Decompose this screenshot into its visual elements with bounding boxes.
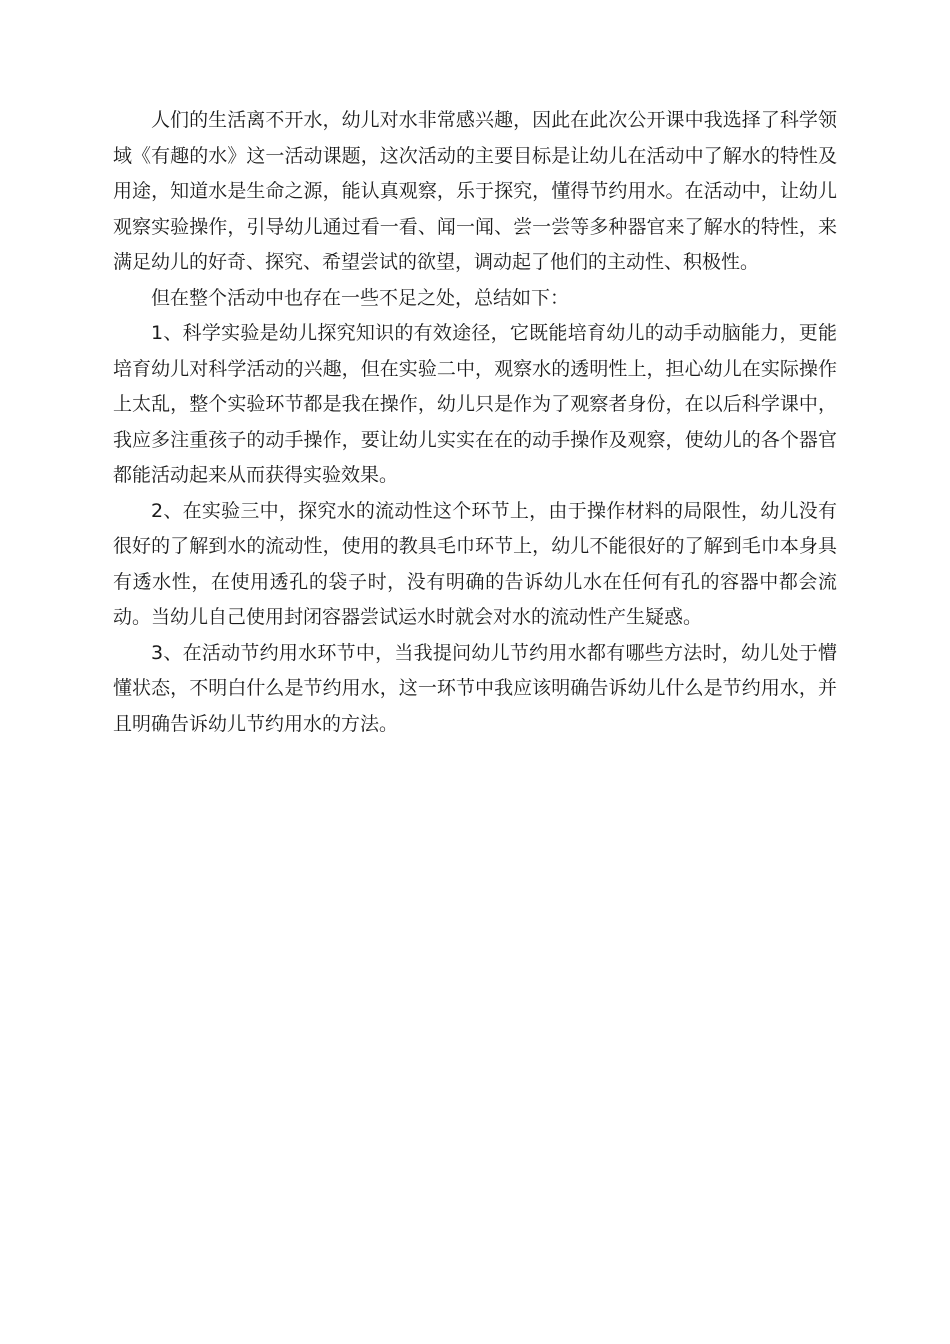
paragraph-point-1: 1、科学实验是幼儿探究知识的有效途径，它既能培育幼儿的动手动脑能力，更能培育幼儿对科学活动的兴趣，但在实验二中，观察水的透明性上，担心幼儿在实际操作上太乱，整个实验环节都是我在操作，幼儿只是作为了观察者身份，在以后科学课中，我应多注重孩子的动手操作，要让幼儿实实在在的动手操作及观察，使幼儿的各个器官都能活动起来从而获得实验效果。	[113, 322, 837, 486]
document-body	[113, 103, 837, 742]
paragraph-point-2: 2、在实验三中，探究水的流动性这个环节上，由于操作材料的局限性，幼儿没有很好的了解到水的流动性，使用的教具毛巾环节上，幼儿不能很好的了解到毛巾本身具有透水性，在使用透孔的袋子时，没有明确的告诉幼儿水在任何有孔的容器中都会流动。当幼儿自己使用封闭容器尝试运水时就会对水的流动性产生疑惑。	[113, 499, 837, 628]
paragraph-intro: 人们的生活离不开水，幼儿对水非常感兴趣，因此在此次公开课中我选择了科学领域《有趣的水》这一活动课题，这次活动的主要目标是让幼儿在活动中了解水的特性及用途，知道水是生命之源，能认真观察，乐于探究，懂得节约用水。在活动中，让幼儿观察实验操作，引导幼儿通过看一看、闻一闻、尝一尝等多种器官来了解水的特性，来满足幼儿的好奇、探究、希望尝试的欲望，调动起了他们的主动性、积极性。	[113, 109, 837, 273]
paragraph-point-3: 3、在活动节约用水环节中，当我提问幼儿节约用水都有哪些方法时，幼儿处于懵懂状态，不明白什么是节约用水，这一环节中我应该明确告诉幼儿什么是节约用水，并且明确告诉幼儿节约用水的方法。	[113, 641, 837, 735]
paragraph-summary-lead: 但在整个活动中也存在一些不足之处，总结如下：	[151, 286, 570, 309]
